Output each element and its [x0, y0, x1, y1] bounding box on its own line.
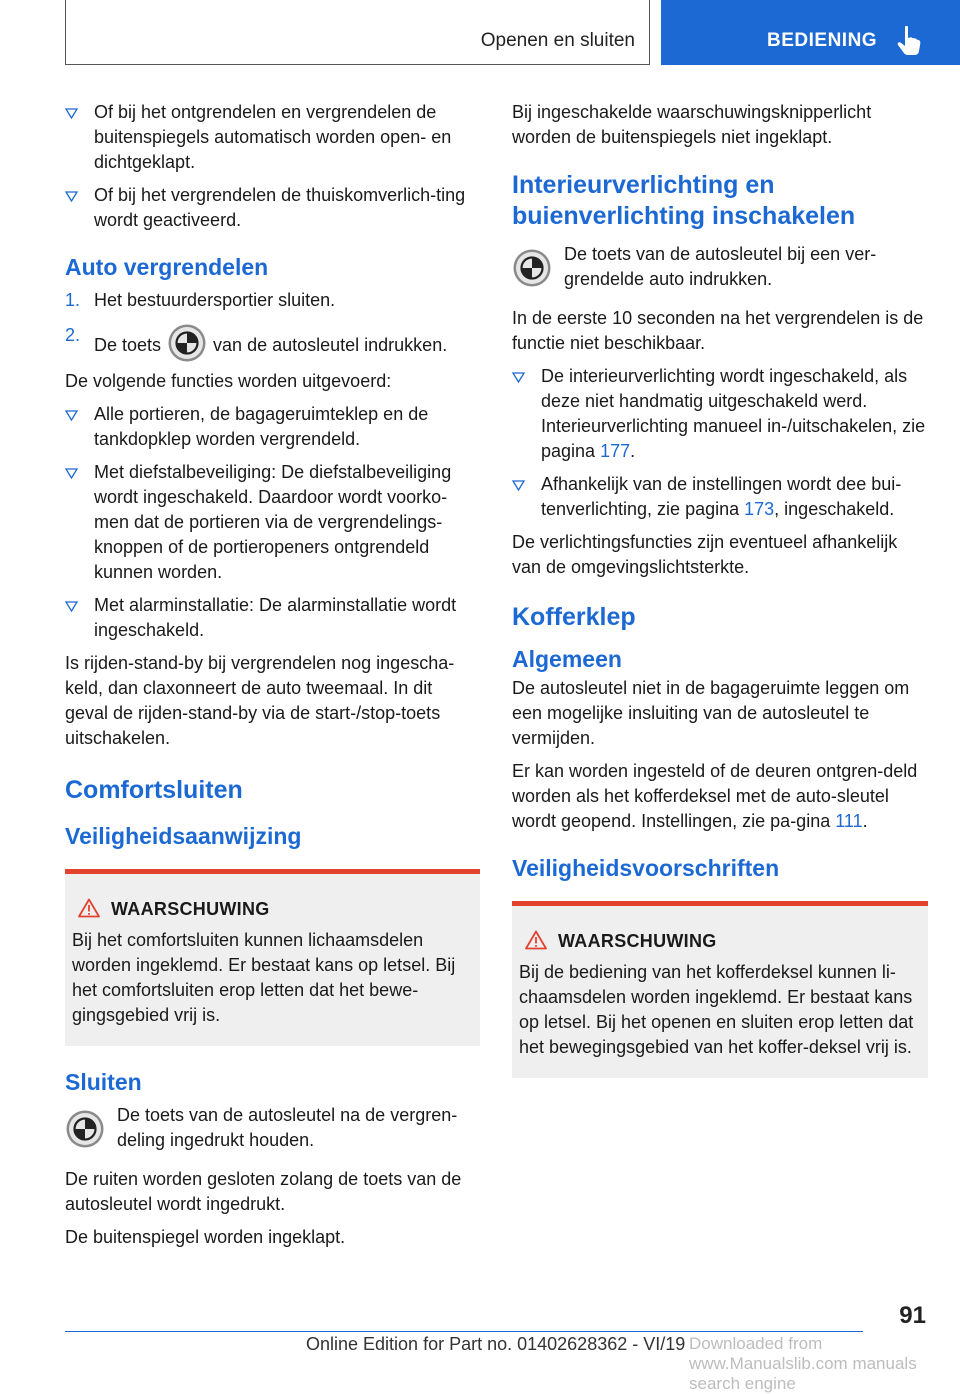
- warning-text: Bij het comfortsluiten kunnen lichaamsdelen worden ingeklemd. Er bestaat kans op letsel. Bij het comfortsluiten erop letten dat het bewe-gingsgebied vrij is.: [72, 930, 456, 1025]
- step-text-before: De toets: [94, 335, 162, 355]
- bullet-tail: , ingeschakeld.: [774, 499, 895, 519]
- step-number: 1.: [65, 290, 81, 310]
- bullet-text: Met alarminstallatie: De alarminstallatie wordt ingeschakeld.: [94, 595, 457, 640]
- header-chapter-tab: [661, 0, 960, 65]
- step-text-after: van de autosleutel indrukken.: [213, 335, 448, 355]
- windows-text: De ruiten worden gesloten zolang de toets van de autosleutel wordt ingedrukt.: [65, 1169, 462, 1214]
- warning-text: Bij de bediening van het kofferdeksel kunnen li-chaamsdelen worden ingeklemd. Er bestaat kans op letsel. Bij het openen en sluiten erop letten dat het bewegingsgebied van het koffer-deksel vrij is.: [519, 962, 914, 1057]
- page-number: 91: [899, 1302, 926, 1329]
- step-text: Het bestuurdersportier sluiten.: [94, 290, 336, 310]
- hand-pointer-icon: [896, 25, 922, 57]
- bullet-text: Alle portieren, de bagageruimteklep en de tankdopklep worden vergrendeld.: [94, 404, 429, 449]
- bullet-triangle-icon: [65, 601, 78, 612]
- list-item: [65, 593, 480, 643]
- bullet-text: Of bij het vergrendelen de thuiskomverlich-ting wordt geactiveerd.: [94, 185, 466, 230]
- setting-text-body: Er kan worden ingesteld of de deuren ontgren-deld worden als het kofferdeksel met de auto-sleutel wordt geopend. Instellingen, zie pa-gina: [512, 761, 918, 831]
- bullet-text: Met diefstalbeveiliging: De diefstalbeveiliging wordt ingeschakeld. Daardoor wordt voorko-men dat de portieren via de vergrendelings-knoppen of de portieropeners ontgrendeld kunnen worden.: [94, 462, 452, 582]
- section-heading-comfort: Comfortsluiten: [65, 776, 243, 804]
- indicator-text: Bij ingeschakelde waarschuwingsknipperlicht worden de buitenspiegels niet ingeklapt.: [512, 102, 872, 147]
- key-instruction-text: De toets van de autosleutel bij een ver-grendelde auto indrukken.: [564, 244, 877, 289]
- warning-title: [519, 930, 921, 952]
- bullet-text: De interieurverlichting wordt ingeschakeld, als deze niet handmatig uitgeschakeld werd. Interieurverlichting manueel in-/uitschakelen, zie pagina: [541, 366, 926, 461]
- footer-edition: Online Edition for Part no. 01402628362 - VI/19: [306, 1334, 686, 1354]
- bullet-text: Afhankelijk van de instellingen wordt dee bui-tenverlichting, zie pagina: [541, 474, 902, 519]
- car-key-lock-button-icon: [512, 248, 552, 288]
- header-chapter-title: BEDIENING: [767, 30, 878, 51]
- section-heading-boot: Kofferklep: [512, 603, 636, 631]
- section-heading-lock: Auto vergrendelen: [65, 254, 269, 280]
- general-text: De autosleutel niet in de bagageruimte leggen om een mogelijke insluiting van de autosleutel te vermijden.: [512, 678, 910, 748]
- ten-seconds-text: In de eerste 10 seconden na het vergrendelen is de functie niet beschikbaar.: [512, 308, 924, 353]
- warning-title-text: WAARSCHUWING: [558, 931, 717, 951]
- bullet-text: Of bij het ontgrendelen en vergrendelen de buitenspiegels automatisch worden open- en dichtgeklapt.: [94, 102, 452, 172]
- warning-title-text: WAARSCHUWING: [111, 899, 270, 919]
- bullet-triangle-icon: [512, 480, 525, 491]
- list-item: [512, 472, 928, 522]
- footer-rule: [65, 1331, 863, 1332]
- section-heading-close: Sluiten: [65, 1069, 142, 1095]
- key-instruction: [512, 242, 928, 292]
- setting-text: [512, 759, 928, 834]
- step-number: 2.: [65, 325, 81, 345]
- car-key-lock-button-icon: [167, 323, 207, 363]
- header-section-title: Openen en sluiten: [480, 30, 635, 51]
- bullet-triangle-icon: [65, 108, 78, 119]
- list-item: [512, 364, 928, 464]
- key-instruction-text: De toets van de autosleutel na de vergren-deling ingedrukt houden.: [117, 1105, 458, 1150]
- page-link[interactable]: 177: [600, 441, 631, 461]
- subheading-safety-rules: Veiligheidsvoorschriften: [512, 855, 780, 881]
- bullet-tail: .: [630, 441, 636, 461]
- mirrors-text: De buitenspiegel worden ingeklapt.: [65, 1227, 346, 1247]
- bullet-triangle-icon: [65, 410, 78, 421]
- bullet-triangle-icon: [512, 372, 525, 383]
- header-section-tab: [65, 0, 650, 65]
- warning-title: [72, 898, 473, 920]
- list-item: [65, 100, 480, 175]
- bullet-triangle-icon: [65, 191, 78, 202]
- subheading-general: Algemeen: [512, 646, 622, 672]
- bullet-triangle-icon: [65, 468, 78, 479]
- warning-triangle-icon: [525, 930, 547, 950]
- list-item: [65, 460, 480, 585]
- warning-triangle-icon: [78, 898, 100, 918]
- right-column: [512, 100, 928, 1100]
- left-column: [65, 100, 480, 1258]
- list-item: [65, 402, 480, 452]
- key-instruction: [65, 1103, 480, 1153]
- warning-box: [65, 869, 480, 1046]
- page-link[interactable]: 111: [835, 811, 863, 831]
- section-heading-lights: Interieurverlichting en buienverlichting inschakelen: [512, 171, 856, 230]
- standby-text: Is rijden-stand-by bij vergrendelen nog ingescha-keld, dan claxonneert de auto tweemaal. In dit geval de rijden-stand-by via de start-/stop-toets uitschakelen.: [65, 653, 455, 748]
- car-key-lock-button-icon: [65, 1109, 105, 1149]
- setting-tail: .: [862, 811, 868, 831]
- page-link[interactable]: 173: [744, 499, 775, 519]
- numbered-step: [65, 323, 480, 363]
- ambient-text: De verlichtingsfuncties zijn eventueel afhankelijk van de omgevingslichtsterkte.: [512, 532, 898, 577]
- footer-watermark: Downloaded from www.Manualslib.com manuals search engine: [689, 1334, 917, 1393]
- list-item: [65, 183, 480, 233]
- warning-box: [512, 901, 928, 1078]
- functions-intro: De volgende functies worden uitgevoerd:: [65, 371, 392, 391]
- numbered-step: [65, 288, 480, 313]
- subheading-safety: Veiligheidsaanwijzing: [65, 823, 302, 849]
